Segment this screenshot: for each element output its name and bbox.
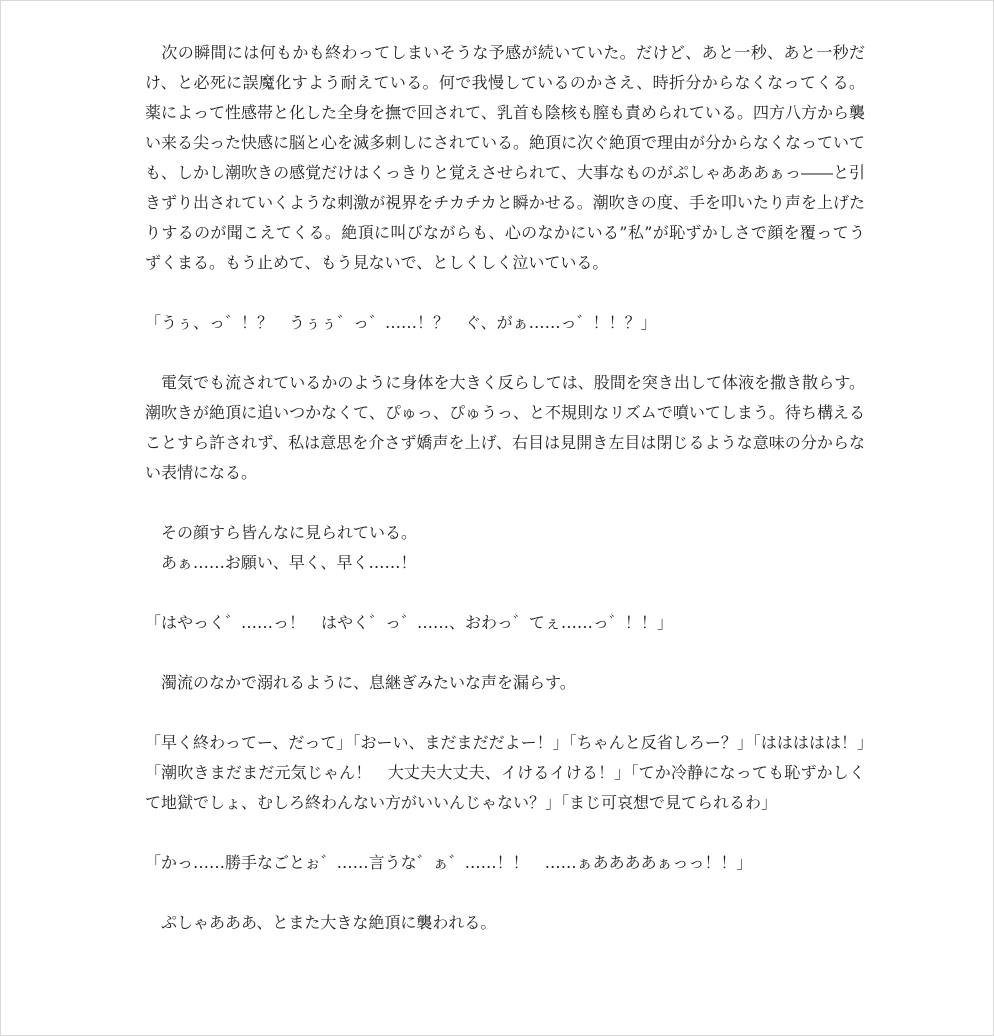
story-text xyxy=(145,38,865,938)
paragraph-4: その顔すら皆んなに見られている。 あぁ……お願い、早く、早く……！ xyxy=(161,523,418,572)
paragraph-6: 濁流のなかで溺れるように、息継ぎみたいな声を漏らす。 xyxy=(145,673,576,692)
paragraph-gap xyxy=(145,338,865,368)
paragraph-7: 「早く終わってー、だって」「おーい、まだまだだよー！」「ちゃんと反省しろー？」「ははははは！」「潮吹きまだまだ元気じゃん！ 大丈夫大丈夫、イけるイける！」「てか冷静になっても恥ずかしくて地獄でしょ、むしろ終わんない方がいいんじゃない？」「まじ可哀想で見てられるわ」 xyxy=(145,733,865,812)
paragraph-gap xyxy=(145,698,865,728)
paragraph-2: 「うぅ、っ゛！？ うぅぅ゛っ゛……！？ ぐ、がぁ……っ゛！！？」 xyxy=(145,313,657,332)
paragraph-3: 電気でも流されているかのように身体を大きく反らしては、股間を突き出して体液を撒き散らす。潮吹きが絶頂に追いつかなくて、ぴゅっ、ぴゅうっ、と不規則なリズムで噴いてしまう。待ち構えることすら許されず、私は意思を介さず嬌声を上げ、右目は見開き左目は閉じるような意味の分からない表情になる。 xyxy=(145,373,865,482)
paragraph-1: 次の瞬間には何もかも終わってしまいそうな予感が続いていた。だけど、あと一秒、あと一秒だけ、と必死に誤魔化すよう耐えている。何で我慢しているのかさえ、時折分からなくなってくる。薬によって性感帯と化した全身を撫で回されて、乳首も陰核も膣も責められている。四方八方から襲い来る尖った快感に脳と心を滅多刺しにされている。絶頂に次ぐ絶頂で理由が分からなくなっていても、しかし潮吹きの感覚だけはくっきりと覚えさせられて、大事なものがぷしゃあああぁっ――と引きずり出されていくような刺激が視界をチカチカと瞬かせる。潮吹きの度、手を叩いたり声を上げたりするのが聞こえてくる。絶頂に叫びながらも、心のなかにいる”私”が恥ずかしさで顔を覆ってうずくまる。もう止めて、もう見ないで、としくしく泣いている。 xyxy=(145,43,866,272)
paragraph-gap xyxy=(145,878,865,908)
paragraph-gap xyxy=(145,818,865,848)
paragraph-5: 「はやっく゛……っ！ はやく゛っ゛……、おわっ゛てぇ……っ゛！！」 xyxy=(145,613,673,632)
paragraph-8: 「かっ……勝手なごとぉ゛……言うな゛ぁ゛……！！ ……ぁああああぁっっ！！」 xyxy=(145,853,753,872)
paragraph-gap xyxy=(145,488,865,518)
paragraph-gap xyxy=(145,578,865,608)
paragraph-9: ぷしゃあああ、とまた大きな絶頂に襲われる。 xyxy=(145,913,497,932)
paragraph-gap xyxy=(145,638,865,668)
paragraph-gap xyxy=(145,278,865,308)
